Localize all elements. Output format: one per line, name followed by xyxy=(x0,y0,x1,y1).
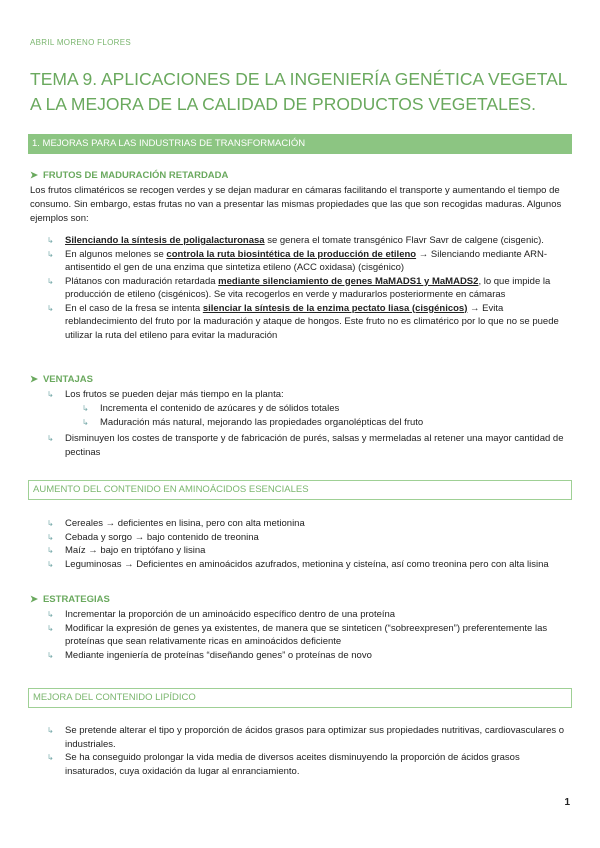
section-heading-lipidico: MEJORA DEL CONTENIDO LIPÍDICO xyxy=(28,688,572,708)
arrow-icon: ➤ xyxy=(30,594,38,605)
arrow-icon: ➤ xyxy=(30,374,38,385)
bullet-icon: ↳ xyxy=(47,390,54,399)
bullet-icon: ↳ xyxy=(47,434,54,443)
subheading-estrategias: ➤ ESTRATEGIAS xyxy=(30,594,110,605)
arrow-icon: ➤ xyxy=(30,170,38,181)
bullet-icon: ↳ xyxy=(47,623,54,633)
bullet-icon: ↳ xyxy=(82,417,89,427)
section-banner-industrias: 1. MEJORAS PARA LAS INDUSTRIAS DE TRANSFORMACIÓN xyxy=(28,134,572,154)
subheading-frutos: ➤ FRUTOS DE MADURACIÓN RETARDADA xyxy=(30,170,229,181)
estrategias-list xyxy=(47,608,572,662)
bullet-icon: ↳ xyxy=(47,726,54,735)
bullet-icon: ↳ xyxy=(47,249,54,259)
list-item: ↳ En algunos melones se controla la ruta biosintética de la producción de etileno → Silenciando mediante ARN-antisentido el gen de una enzima que sintetiza etileno (ACC oxidasa) (cisgénico) xyxy=(47,248,548,273)
list-item: ↳ Leguminosas → Deficientes en aminoácidos azufrados, metionina y cisteína, así como treonina pero con alta lisina xyxy=(47,558,549,570)
ventajas-list-2 xyxy=(47,432,572,459)
list-item: ↳ Mediante ingeniería de proteínas “diseñando genes” o proteínas de novo xyxy=(47,649,372,661)
bullet-icon: ↳ xyxy=(47,303,54,313)
list-item: ↳ Se pretende alterar el tipo y proporción de ácidos grasos para optimizar sus propiedades nutritivas, cardiovasculares o industriales. xyxy=(47,725,565,750)
examples-list xyxy=(47,234,572,342)
section-heading-aminoacidos: AUMENTO DEL CONTENIDO EN AMINOÁCIDOS ESENCIALES xyxy=(28,480,572,500)
subheading-ventajas: ➤ VENTAJAS xyxy=(30,374,93,385)
bullet-icon: ↳ xyxy=(47,753,54,762)
bullet-icon: ↳ xyxy=(47,519,54,528)
list-item: ↳ Se ha conseguido prolongar la vida media de diversos aceites disminuyendo la proporción de ácidos grasos insaturados, cuya oxidación da lugar al enranciamiento. xyxy=(47,752,520,777)
list-item: ↳ Plátanos con maduración retardada mediante silenciamiento de genes MaMADS1 y MaMADS2, lo que impide la producción de etileno (cisgénicos). Se vita recogerlos en verde y madurarlos posteriormente en cámaras xyxy=(47,275,551,300)
list-item: ↳ Cebada y sorgo → bajo contenido de treonina xyxy=(47,531,259,543)
bullet-icon: ↳ xyxy=(47,559,54,569)
intro-paragraph: Los frutos climatéricos se recogen verdes y se dejan madurar en cámaras facilitando el transporte y aumentando el tiempo de consumo. Sin embargo, estas frutas no van a presentar las mismas propiedades que las que son recogidas maduras. Algunos ejemplos son: xyxy=(30,185,562,224)
list-item: ↳ En el caso de la fresa se intenta silenciar la síntesis de la enzima pectato liasa (cisgénicos) → Evita reblandecimiento del fruto por la maduración y ataque de hongos. Este fruto no es climatérico por lo que no se puede utilizar la ruta del etileno para evitar la maduración xyxy=(47,302,559,341)
list-item: ↳ Incrementa el contenido de azúcares y de sólidos totales xyxy=(82,403,340,414)
bullet-icon: ↳ xyxy=(82,404,89,413)
bullet-icon: ↳ xyxy=(47,546,54,555)
bullet-icon: ↳ xyxy=(47,276,54,286)
aminoacidos-list xyxy=(47,517,572,571)
page-number: 1 xyxy=(564,797,570,808)
list-item: ↳ Disminuyen los costes de transporte y de fabricación de purés, salsas y mermeladas al retener una mayor cantidad de pectinas xyxy=(47,433,564,458)
list-item: ↳ Los frutos se pueden dejar más tiempo en la planta: xyxy=(47,389,284,400)
lipidico-list xyxy=(47,724,572,778)
list-item: ↳ Cereales → deficientes en lisina, pero con alta metionina xyxy=(47,518,305,529)
bullet-icon: ↳ xyxy=(47,650,54,660)
list-item: ↳ Incrementar la proporción de un aminoácido específico dentro de una proteína xyxy=(47,609,396,620)
list-item: ↳ Maíz → bajo en triptófano y lisina xyxy=(47,545,206,556)
bullet-icon: ↳ xyxy=(47,610,54,619)
page-title: TEMA 9. APLICACIONES DE LA INGENIERÍA GENÉTICA VEGETAL A LA MEJORA DE LA CALIDAD DE PRODUCTOS VEGETALES. xyxy=(30,69,567,114)
bullet-icon: ↳ xyxy=(47,532,54,542)
bullet-icon: ↳ xyxy=(47,236,54,245)
list-item: ↳ Maduración más natural, mejorando las propiedades organolépticas del fruto xyxy=(82,416,424,428)
ventajas-sublist xyxy=(82,402,572,429)
author-name: ABRIL MORENO FLORES xyxy=(30,38,131,47)
ventajas-list xyxy=(47,388,572,402)
list-item: ↳ Modificar la expresión de genes ya existentes, de manera que se sinteticen (“sobreexpresen”) preferentemente las proteínas que sean relativamente ricas en aminoácidos deficiente xyxy=(47,622,548,647)
list-item: ↳ Silenciando la síntesis de poligalacturonasa se genera el tomate transgénico Flavr Savr de calgene (cisgenic). xyxy=(47,235,544,246)
